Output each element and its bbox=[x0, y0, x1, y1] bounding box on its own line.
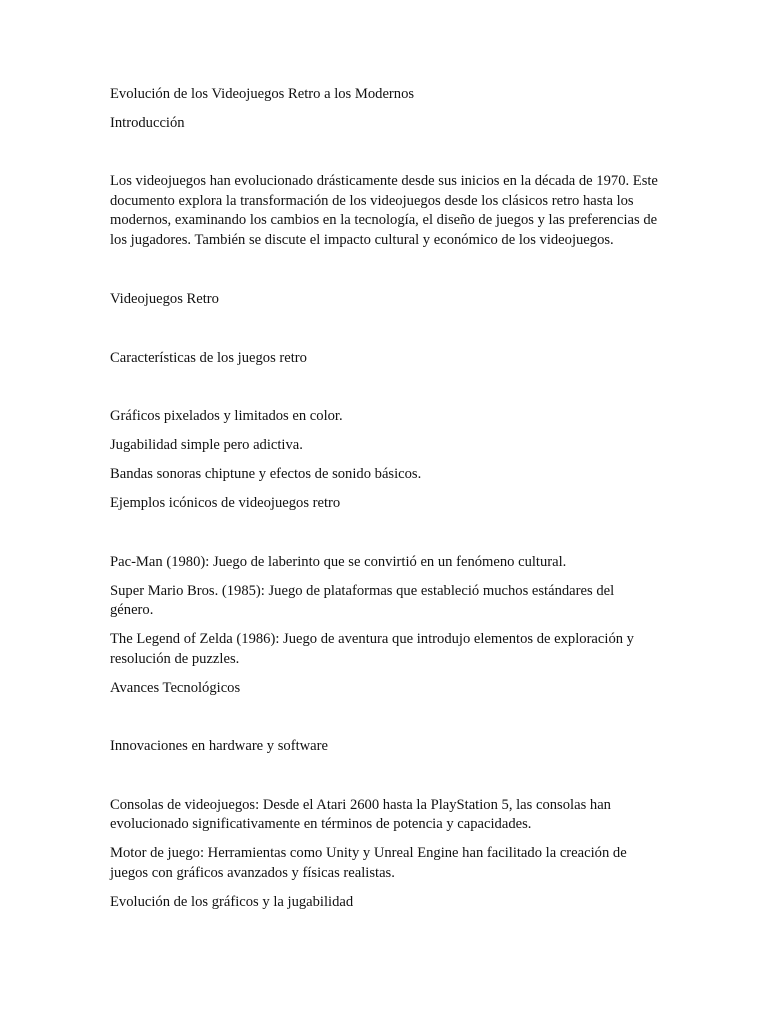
introduction-paragraph: Los videojuegos han evolucionado drásticamente desde sus inicios en la década de 1970. Este documento explora la transformación de los videojuegos desde los clásicos retro hasta los modernos, examinando los cambios en la tecnología, el diseño de juegos y las preferencias de los jugadores. También se discute el impacto cultural y económico de los videojuegos. bbox=[110, 173, 658, 248]
list-item: Jugabilidad simple pero adictiva. bbox=[110, 437, 303, 453]
list-item: Gráficos pixelados y limitados en color. bbox=[110, 408, 343, 424]
document-title: Evolución de los Videojuegos Retro a los Modernos bbox=[110, 86, 415, 102]
introduction-heading: Introducción bbox=[110, 114, 185, 131]
list-item: Motor de juego: Herramientas como Unity y Unreal Engine han facilitado la creación de juegos con gráficos avanzados y físicas realistas. bbox=[110, 845, 627, 881]
tech-heading: Avances Tecnológicos bbox=[110, 679, 241, 696]
list-item: The Legend of Zelda (1986): Juego de aventura que introdujo elementos de exploración y resolución de puzzles. bbox=[110, 631, 634, 667]
document-page bbox=[110, 85, 660, 922]
list-item: Consolas de videojuegos: Desde el Atari 2600 hasta la PlayStation 5, las consolas han evolucionado significativamente en términos de potencia y capacidades. bbox=[110, 796, 611, 832]
iconic-examples-heading: Ejemplos icónicos de videojuegos retro bbox=[110, 495, 341, 511]
list-item: Pac-Man (1980): Juego de laberinto que se convirtió en un fenómeno cultural. bbox=[110, 553, 567, 570]
list-item: Super Mario Bros. (1985): Juego de plataformas que estableció muchos estándares del género. bbox=[110, 582, 615, 618]
retro-heading: Videojuegos Retro bbox=[110, 291, 219, 307]
graphics-heading: Evolución de los gráficos y la jugabilidad bbox=[110, 893, 354, 910]
retro-characteristics-heading: Características de los juegos retro bbox=[110, 349, 307, 366]
list-item: Bandas sonoras chiptune y efectos de sonido básicos. bbox=[110, 466, 422, 482]
innovations-heading: Innovaciones en hardware y software bbox=[110, 738, 329, 754]
